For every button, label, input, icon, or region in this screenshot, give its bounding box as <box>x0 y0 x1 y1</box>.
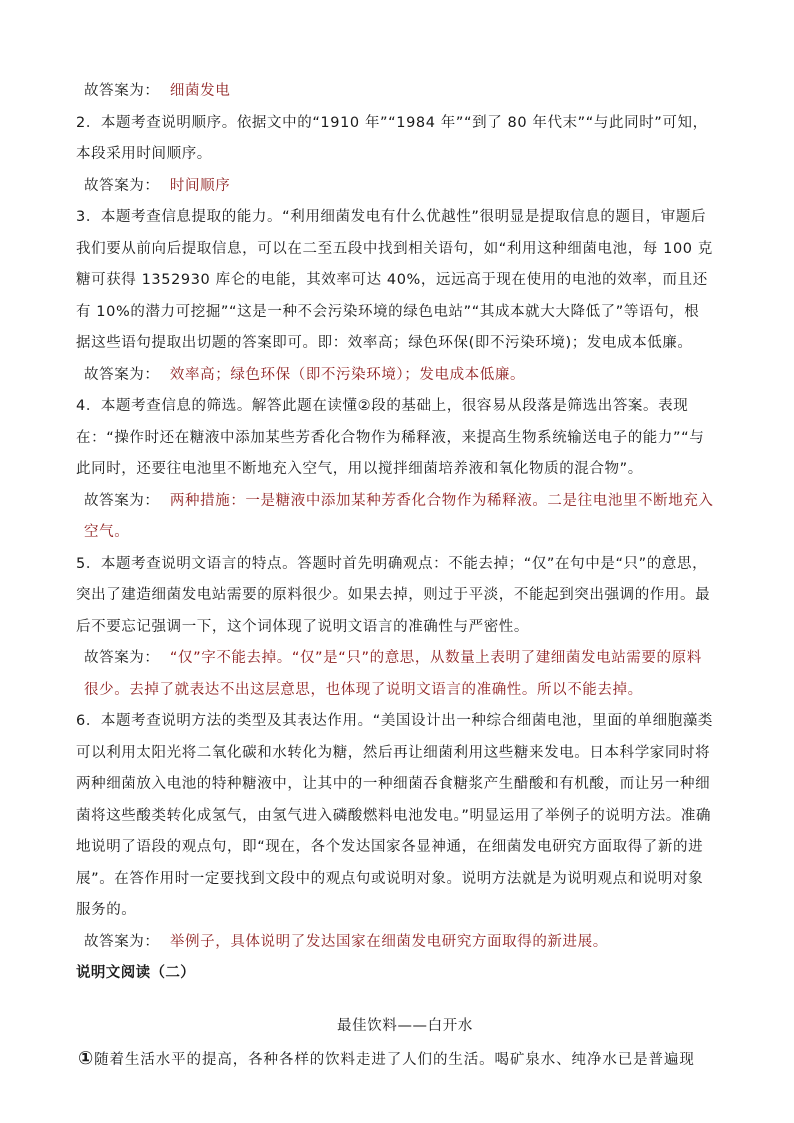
answer-prefix: 故答案为： <box>84 650 160 666</box>
question-2-explanation: 2．本题考查说明顺序。依据文中的“1910 年”“1984 年”“到了 80 年代末”“与此同时”可知，本段采用时间顺序。 <box>76 114 708 162</box>
answer-text: 效率高；绿色环保（即不污染环境）；发电成本低廉。 <box>169 366 526 383</box>
answer-prefix: 故答案为： <box>84 177 160 194</box>
answer-prefix: 故答案为： <box>84 83 160 99</box>
answer-text: 时间顺序 <box>169 177 231 194</box>
answer-prefix: 故答案为： <box>84 933 160 950</box>
answer-line-4 <box>76 486 714 549</box>
question-5-explanation: 5．本题考查说明文语言的特点。答题时首先明确观点：不能去掉；“仅”在句中是“只”的意思，突出了建造细菌发电站需要的原料很少。如果去掉，则过于平淡，不能起到突出强调的作用。最后不要忘记强调一下，这个词体现了说明文语言的准确性与严密性。 <box>76 555 711 635</box>
question-4-explanation: 4．本题考查信息的筛选。解答此题在读懂②段的基础上，很容易从段落是筛选出答案。表现在：“操作时还在糖液中添加某些芳香化合物作为稀释液，来提高生物系统输送电子的能力”“与此同时，还要往电池里不断地充入空气，用以搅拌细菌培养液和氧化物质的混合物”。 <box>76 398 705 477</box>
answer-text: 举例子，具体说明了发达国家在细菌发电研究方面取得的新进展。 <box>169 933 608 950</box>
paragraph-text: 随着生活水平的提高，各种各样的饮料走进了人们的生活。喝矿泉水、纯净水已是普遍现 <box>94 1051 695 1068</box>
answer-prefix: 故答案为： <box>84 492 160 509</box>
paragraph-number: ① <box>78 1047 95 1069</box>
answer-line-1 <box>76 76 714 108</box>
answer-text: 细菌发电 <box>169 83 231 99</box>
answer-line-3 <box>76 360 714 392</box>
question-3-explanation: 3．本题考查信息提取的能力。“利用细菌发电有什么优越性”很明显是提取信息的题目，审题后我们要从前向后提取信息，可以在二至五段中找到相关语句，如“利用这种细菌电池，每 100 克糖可获得 1352930 库仑的电能，其效率可达 40%，远远高于现在使用的电池的效率，而且还有 10%的潜力可挖掘”“这是一种不会污染环境的绿色电站”“其成本就大大降低了”等语句，根据这些语句提取出切题的答案即可。即：效率高；绿色环保(即不污染环境)；发电成本低廉。 <box>76 209 713 351</box>
article-title: 最佳饮料——白开水 <box>337 1017 473 1034</box>
answer-text: 两种措施：一是糖液中添加某种芳香化合物作为稀释液。二是往电池里不断地充入空气。 <box>84 492 714 540</box>
answer-line-2 <box>76 171 714 203</box>
answer-prefix: 故答案为： <box>84 366 160 383</box>
question-6-explanation: 6．本题考查说明方法的类型及其表达作用。“美国设计出一种综合细菌电池，里面的单细胞藻类可以利用太阳光将二氧化碳和水转化为糖，然后再让细菌利用这些糖来发电。日本科学家同时将两种细菌放入电池的特种糖液中，让其中的一种细菌吞食糖浆产生醋酸和有机酸，而让另一种细菌将这些酸类转化成氢气，由氢气进入磷酸燃料电池发电。”明显运用了举例子的说明方法。准确地说明了语段的观点句，即“现在，各个发达国家各显神通，在细菌发电研究方面取得了新的进展”。在答作用时一定要找到文段中的观点句或说明对象。说明方法就是为说明观点和说明对象服务的。 <box>76 713 714 918</box>
answer-line-6 <box>76 927 714 959</box>
answer-text: “仅”字不能去掉。“仅”是“只”的意思，从数量上表明了建细菌发电站需要的原料很少。去掉了就表达不出这层意思，也体现了说明文语言的准确性。所以不能去掉。 <box>84 650 702 698</box>
answer-line-5 <box>76 643 714 706</box>
section-title: 说明文阅读（二） <box>76 965 196 981</box>
article-paragraph-1 <box>76 1044 714 1075</box>
